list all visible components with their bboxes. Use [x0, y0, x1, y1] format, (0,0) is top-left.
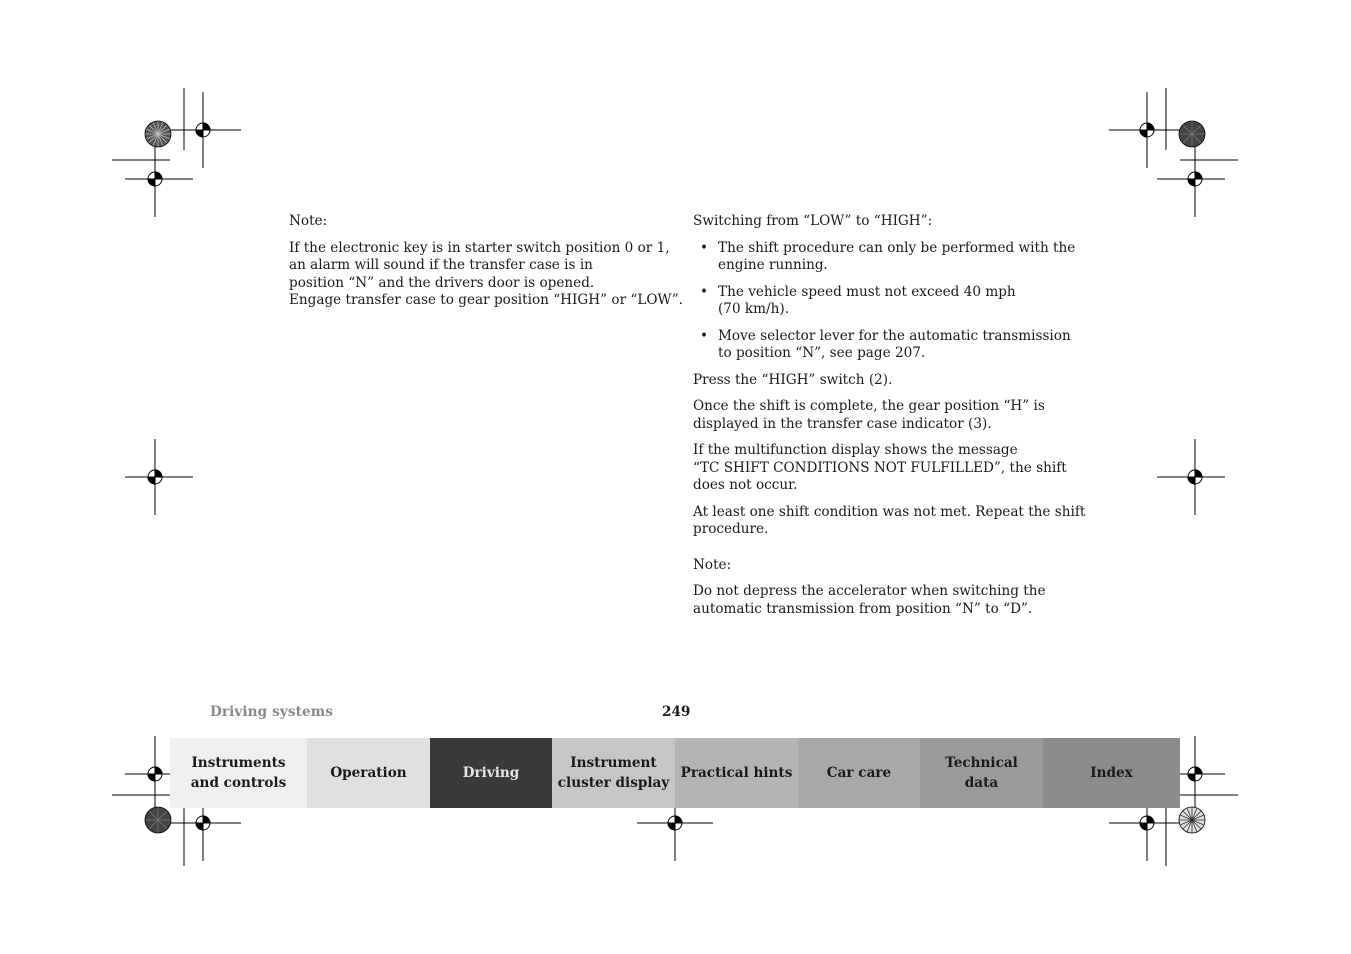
note-line: an alarm will sound if the transfer case is in [289, 257, 593, 273]
section-title: Driving systems [210, 704, 333, 720]
page-number: 249 [662, 704, 691, 720]
note-line: Engage transfer case to gear position “HIGH” or “LOW”. [289, 292, 683, 308]
right-column [693, 213, 1086, 618]
left-column [289, 213, 683, 310]
note-label: Note: [289, 213, 328, 229]
note-line: If the electronic key is in starter switch position 0 or 1, [289, 239, 670, 256]
bullet-icon: • [700, 239, 709, 256]
tab-driving[interactable]: Driving [430, 738, 552, 808]
tab-instruments-and-controls[interactable]: Instruments and controls [170, 738, 307, 808]
note-text [289, 239, 683, 310]
bullet-list [693, 239, 1076, 363]
bullet-icon: • [700, 283, 709, 300]
tab-practical-hints[interactable]: Practical hints [675, 738, 798, 808]
chapter-tab-bar [170, 738, 1180, 808]
tab-car-care[interactable]: Car care [798, 738, 920, 808]
paragraph: Press the “HIGH” switch (2). [693, 371, 893, 388]
bullet-icon: • [700, 327, 709, 344]
paragraph: Once the shift is complete, the gear position “H” is displayed in the transfer case indicator (3). [693, 398, 1045, 432]
paragraph: If the multifunction display shows the message “TC SHIFT CONDITIONS NOT FULFILLED”, the shift does not occur. [693, 442, 1067, 493]
paragraph: At least one shift condition was not met. Repeat the shift procedure. [693, 503, 1086, 537]
note-line: position “N” and the drivers door is opened. [289, 274, 595, 291]
note-label: Note: [693, 556, 732, 573]
tab-technical-data[interactable]: Technical data [920, 738, 1043, 808]
section-heading: Switching from “LOW” to “HIGH”: [693, 213, 933, 229]
tab-instrument-cluster-display[interactable]: Instrument cluster display [552, 738, 675, 808]
note-text: Do not depress the accelerator when switching the automatic transmission from position “N” to “D”. [693, 583, 1046, 617]
bullet-item: • The shift procedure can only be performed with the engine running. [700, 239, 1076, 273]
tab-operation[interactable]: Operation [307, 738, 430, 808]
bullet-item: • Move selector lever for the automatic transmission to position “N”, see page 207. [700, 327, 1071, 361]
tab-index[interactable]: Index [1043, 738, 1180, 808]
bullet-item: • The vehicle speed must not exceed 40 mph (70 km/h). [700, 283, 1016, 317]
